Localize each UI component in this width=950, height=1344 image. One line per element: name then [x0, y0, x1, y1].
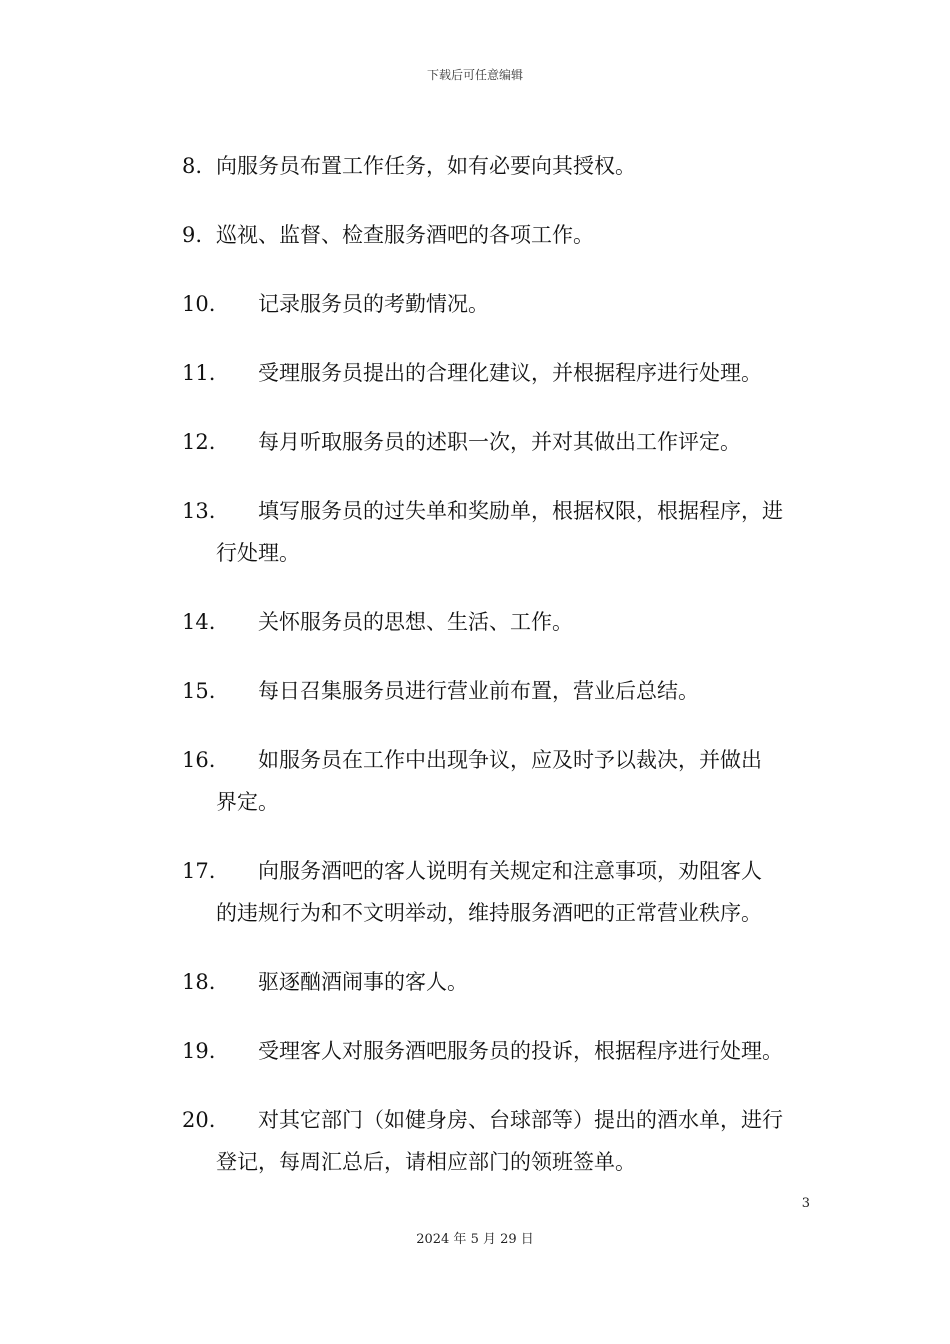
item-text-continuation: 界定。	[216, 790, 279, 814]
item-text: 受理服务员提出的合理化建议，并根据程序进行处理。	[258, 361, 762, 385]
item-text: 向服务酒吧的客人说明有关规定和注意事项，劝阻客人	[258, 859, 762, 883]
item-text: 每日召集服务员进行营业前布置，营业后总结。	[258, 679, 699, 703]
item-number: 18.	[182, 970, 216, 994]
list-item	[182, 670, 822, 712]
item-number: 20.	[182, 1108, 216, 1132]
page-number: 3	[801, 1196, 810, 1211]
item-number: 16.	[182, 748, 216, 772]
list-item	[182, 739, 822, 823]
item-number: 19.	[182, 1039, 216, 1063]
item-text: 如服务员在工作中出现争议，应及时予以裁决，并做出	[258, 748, 762, 772]
list-item	[182, 850, 822, 934]
item-text: 向服务员布置工作任务，如有必要向其授权。	[216, 154, 636, 178]
item-text: 记录服务员的考勤情况。	[258, 292, 489, 316]
list-item	[182, 961, 822, 1003]
list-item	[182, 214, 822, 256]
list-item	[182, 1030, 822, 1072]
item-number: 11.	[182, 361, 216, 385]
item-text: 受理客人对服务酒吧服务员的投诉，根据程序进行处理。	[258, 1039, 783, 1063]
item-number: 14.	[182, 610, 216, 634]
item-number: 17.	[182, 859, 216, 883]
item-text: 巡视、监督、检查服务酒吧的各项工作。	[216, 223, 594, 247]
item-text-continuation: 行处理。	[216, 541, 300, 565]
item-text: 驱逐酗酒闹事的客人。	[258, 970, 468, 994]
item-number: 12.	[182, 430, 216, 454]
item-text: 对其它部门（如健身房、台球部等）提出的酒水单，进行	[258, 1108, 783, 1132]
list-item	[182, 490, 822, 574]
list-item	[182, 352, 822, 394]
item-text-continuation: 的违规行为和不文明举动，维持服务酒吧的正常营业秩序。	[216, 901, 762, 925]
item-text-continuation: 登记，每周汇总后，请相应部门的领班签单。	[216, 1150, 636, 1174]
item-number: 10.	[182, 292, 216, 316]
list-item	[182, 1099, 822, 1183]
item-text: 关怀服务员的思想、生活、工作。	[258, 610, 573, 634]
item-number: 8.	[182, 154, 203, 178]
item-text: 每月听取服务员的述职一次，并对其做出工作评定。	[258, 430, 741, 454]
list-item	[182, 283, 822, 325]
list-item	[182, 601, 822, 643]
item-text: 填写服务员的过失单和奖励单，根据权限，根据程序，进	[258, 499, 783, 523]
list-item	[182, 421, 822, 463]
page-header: 下载后可任意编辑	[426, 68, 523, 82]
item-number: 13.	[182, 499, 216, 523]
list-item	[182, 145, 822, 187]
item-number: 9.	[182, 223, 203, 247]
page-footer-date: 2024 年 5 月 29 日	[416, 1232, 534, 1247]
duty-list	[182, 145, 822, 1210]
item-number: 15.	[182, 679, 216, 703]
